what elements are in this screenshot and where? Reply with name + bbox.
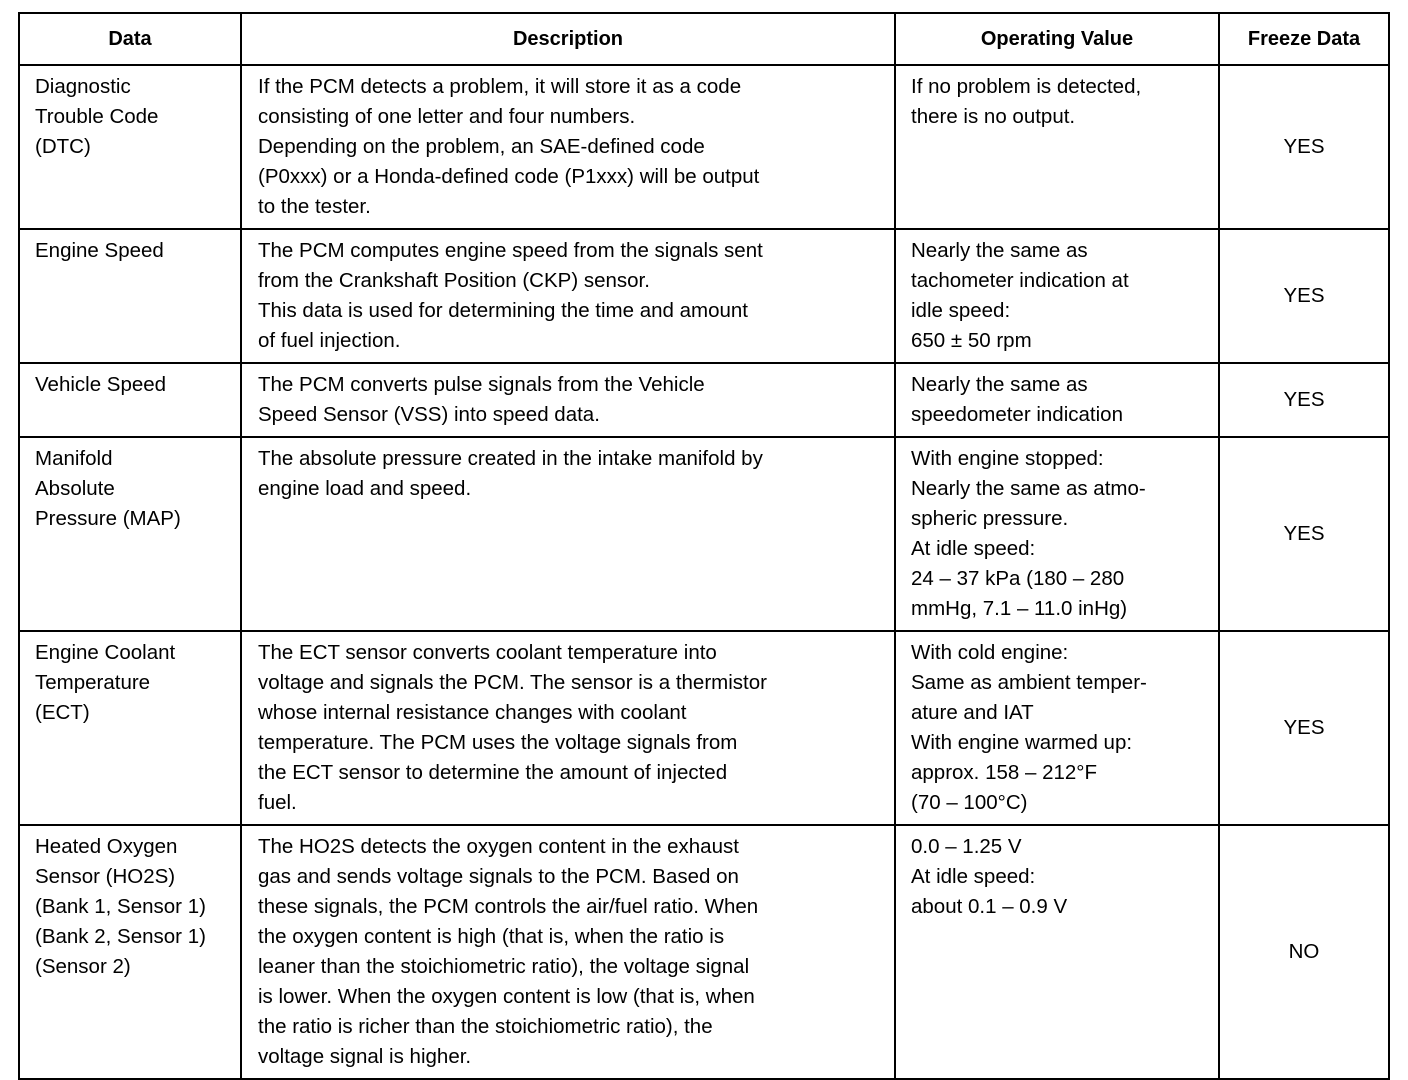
operating-value-line: approx. 158 – 212°F: [911, 761, 1097, 784]
description-line: Speed Sensor (VSS) into speed data.: [258, 403, 600, 426]
operating-value-cell: [895, 363, 1219, 437]
header-data: Data: [19, 13, 241, 65]
data-line: (DTC): [35, 135, 91, 158]
operating-value-line: With cold engine:: [911, 641, 1069, 664]
operating-value-line: 0.0 – 1.25 V: [911, 835, 1022, 858]
operating-value-cell: [895, 65, 1219, 229]
description-line: This data is used for determining the time and amount: [258, 299, 748, 322]
table-row-ho2s: [19, 825, 1389, 1079]
data-line: Absolute: [35, 477, 115, 500]
data-line: Vehicle Speed: [35, 373, 167, 396]
freeze-data-cell: YES: [1219, 437, 1389, 631]
description-cell: [241, 363, 895, 437]
freeze-data-cell: YES: [1219, 631, 1389, 825]
freeze-data-cell: YES: [1219, 65, 1389, 229]
description-cell: [241, 437, 895, 631]
operating-value-line: (70 – 100°C): [911, 791, 1028, 814]
operating-value-line: With engine stopped:: [911, 447, 1104, 470]
description-line: gas and sends voltage signals to the PCM. Based on: [258, 865, 739, 888]
table-row-engine-speed: [19, 229, 1389, 363]
description-line: (P0xxx) or a Honda-defined code (P1xxx) will be output: [258, 165, 760, 188]
operating-value-cell: [895, 229, 1219, 363]
data-cell: [19, 363, 241, 437]
description-line: whose internal resistance changes with coolant: [258, 701, 687, 724]
description-cell: [241, 229, 895, 363]
header-operating-value: Operating Value: [895, 13, 1219, 65]
operating-value-cell: [895, 825, 1219, 1079]
operating-value-line: At idle speed:: [911, 537, 1036, 560]
operating-value-line: speedometer indication: [911, 403, 1123, 426]
operating-value-line: mmHg, 7.1 – 11.0 inHg): [911, 597, 1128, 620]
data-cell: [19, 825, 241, 1079]
description-line: to the tester.: [258, 195, 371, 218]
data-line: (Bank 2, Sensor 1): [35, 925, 206, 948]
data-line: Temperature: [35, 671, 151, 694]
operating-value-line: With engine warmed up:: [911, 731, 1133, 754]
description-line: Depending on the problem, an SAE-defined code: [258, 135, 705, 158]
data-spec-table: [18, 12, 1390, 1080]
table-row-ect: [19, 631, 1389, 825]
data-cell: [19, 437, 241, 631]
description-line: engine load and speed.: [258, 477, 472, 500]
operating-value-line: idle speed:: [911, 299, 1011, 322]
data-line: Manifold: [35, 447, 113, 470]
table-row-dtc: [19, 65, 1389, 229]
description-line: consisting of one letter and four numbers.: [258, 105, 636, 128]
description-line: If the PCM detects a problem, it will store it as a code: [258, 75, 742, 98]
description-line: The PCM computes engine speed from the signals sent: [258, 239, 763, 262]
data-line: Engine Speed: [35, 239, 164, 262]
operating-value-line: spheric pressure.: [911, 507, 1069, 530]
description-line: The HO2S detects the oxygen content in the exhaust: [258, 835, 739, 858]
data-line: (Sensor 2): [35, 955, 131, 978]
operating-value-line: tachometer indication at: [911, 269, 1129, 292]
freeze-data-cell: YES: [1219, 363, 1389, 437]
description-line: The ECT sensor converts coolant temperature into: [258, 641, 717, 664]
description-line: The absolute pressure created in the intake manifold by: [258, 447, 763, 470]
freeze-data-cell: NO: [1219, 825, 1389, 1079]
operating-value-line: 650 ± 50 rpm: [911, 329, 1032, 352]
header-description: Description: [241, 13, 895, 65]
description-line: temperature. The PCM uses the voltage signals from: [258, 731, 738, 754]
operating-value-line: about 0.1 – 0.9 V: [911, 895, 1068, 918]
description-line: the ECT sensor to determine the amount of injected: [258, 761, 728, 784]
data-line: (ECT): [35, 701, 90, 724]
freeze-data-cell: YES: [1219, 229, 1389, 363]
header-row: [19, 13, 1389, 65]
operating-value-cell: [895, 437, 1219, 631]
description-line: voltage signal is higher.: [258, 1045, 472, 1068]
operating-value-line: Nearly the same as: [911, 239, 1088, 262]
table-row-map: [19, 437, 1389, 631]
data-line: Trouble Code: [35, 105, 159, 128]
description-line: from the Crankshaft Position (CKP) sensor.: [258, 269, 650, 292]
data-line: Engine Coolant: [35, 641, 176, 664]
table-row-vehicle-speed: [19, 363, 1389, 437]
operating-value-line: If no problem is detected,: [911, 75, 1142, 98]
operating-value-line: 24 – 37 kPa (180 – 280: [911, 567, 1125, 590]
operating-value-line: At idle speed:: [911, 865, 1036, 888]
data-cell: [19, 229, 241, 363]
data-line: Pressure (MAP): [35, 507, 181, 530]
operating-value-cell: [895, 631, 1219, 825]
description-cell: [241, 631, 895, 825]
operating-value-line: Nearly the same as: [911, 373, 1088, 396]
data-line: Heated Oxygen: [35, 835, 178, 858]
description-cell: [241, 65, 895, 229]
description-line: voltage and signals the PCM. The sensor is a thermistor: [258, 671, 767, 694]
data-cell: [19, 65, 241, 229]
operating-value-line: Nearly the same as atmo-: [911, 477, 1146, 500]
operating-value-line: ature and IAT: [911, 701, 1034, 724]
operating-value-line: Same as ambient temper-: [911, 671, 1147, 694]
data-line: Sensor (HO2S): [35, 865, 176, 888]
data-line: Diagnostic: [35, 75, 131, 98]
description-line: The PCM converts pulse signals from the Vehicle: [258, 373, 705, 396]
description-line: leaner than the stoichiometric ratio), the voltage signal: [258, 955, 750, 978]
data-line: (Bank 1, Sensor 1): [35, 895, 206, 918]
data-cell: [19, 631, 241, 825]
description-line: of fuel injection.: [258, 329, 401, 352]
operating-value-line: there is no output.: [911, 105, 1076, 128]
description-line: the ratio is richer than the stoichiometric ratio), the: [258, 1015, 713, 1038]
description-line: is lower. When the oxygen content is low (that is, when: [258, 985, 755, 1008]
description-line: fuel.: [258, 791, 297, 814]
header-freeze-data: Freeze Data: [1219, 13, 1389, 65]
description-line: these signals, the PCM controls the air/fuel ratio. When: [258, 895, 759, 918]
description-cell: [241, 825, 895, 1079]
description-line: the oxygen content is high (that is, when the ratio is: [258, 925, 725, 948]
